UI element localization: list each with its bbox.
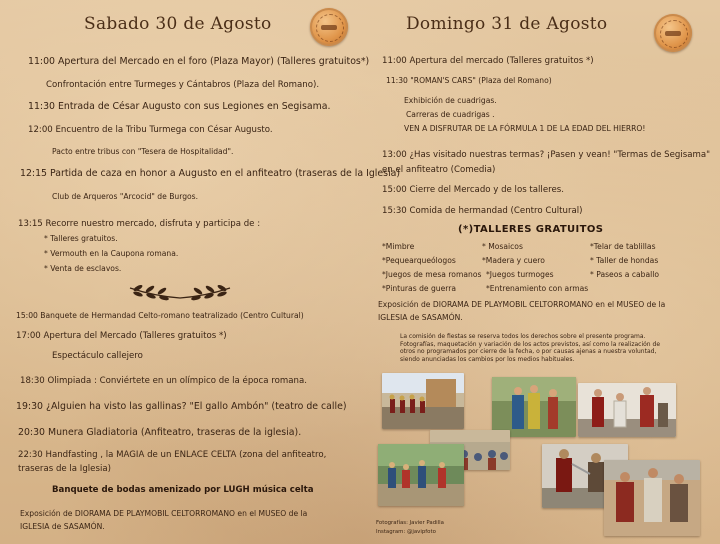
schedule-line: Confrontación entre Turmeges y Cántabros (Plaza del Romano). bbox=[46, 80, 320, 90]
workshop-item: *Pequearqueólogos bbox=[382, 256, 456, 265]
photo-credit: Fotografías: Javier Padilla bbox=[376, 520, 444, 526]
schedule-line: Pacto entre tribus con "Tesera de Hospitalidad". bbox=[52, 147, 234, 156]
photo-celtic-couple bbox=[492, 377, 576, 437]
workshop-item: *Madera y cuero bbox=[482, 256, 545, 265]
schedule-line: 18:30 Olimpiada : Conviértete en un olímpico de la época romana. bbox=[20, 376, 307, 386]
exhibit-line: Exposición de DIORAMA DE PLAYMOBIL CELTORROMANO en el MUSEO de la bbox=[378, 300, 666, 309]
schedule-line: en el anfiteatro (Comedia) bbox=[382, 165, 496, 175]
schedule-line: Exhibición de cuadrigas. bbox=[404, 96, 497, 105]
schedule-line: * Vermouth en la Caupona romana. bbox=[44, 249, 179, 258]
laurel-divider-icon bbox=[124, 280, 236, 302]
saturday-title: Sabado 30 de Agosto bbox=[84, 14, 272, 34]
schedule-line: * Talleres gratuitos. bbox=[44, 234, 118, 243]
schedule-line: Espectáculo callejero bbox=[52, 351, 143, 361]
workshop-item: * Taller de hondas bbox=[590, 256, 659, 265]
workshop-item: *Telar de tablillas bbox=[590, 242, 656, 251]
workshop-item: * Paseos a caballo bbox=[590, 270, 659, 279]
workshop-item: *Mimbre bbox=[382, 242, 415, 251]
schedule-line: 20:30 Munera Gladiatoria (Anfiteatro, traseras de la iglesia). bbox=[18, 427, 302, 438]
schedule-line: 11:30 Entrada de César Augusto con sus Legiones en Segisama. bbox=[28, 101, 331, 112]
exhibit-line: Exposición de DIORAMA DE PLAYMOBIL CELTORROMANO en el MUSEO de la bbox=[20, 509, 308, 518]
schedule-line: 11:00 Apertura del Mercado en el foro (Plaza Mayor) (Talleres gratuitos*) bbox=[28, 56, 370, 67]
schedule-line: VEN A DISFRUTAR DE LA FÓRMULA 1 DE LA EDAD DEL HIERRO! bbox=[404, 124, 646, 133]
photo-legion-march bbox=[382, 373, 464, 429]
schedule-line: 17:00 Apertura del Mercado (Talleres gratuitos *) bbox=[16, 331, 227, 341]
photo-roman-soldiers bbox=[578, 383, 676, 437]
photo-gladiator-show bbox=[378, 444, 464, 506]
schedule-line: 13:15 Recorre nuestro mercado, disfruta y participa de : bbox=[18, 219, 261, 229]
exhibit-line: IGLESIA de SASAMÓN. bbox=[20, 522, 105, 531]
roman-coin-icon bbox=[310, 8, 348, 46]
exhibit-line: IGLESIA de SASAMÓN. bbox=[378, 313, 463, 322]
photo-credit: Instagram: @javipfoto bbox=[376, 529, 436, 535]
sunday-title: Domingo 31 de Agosto bbox=[406, 14, 608, 34]
schedule-line: 19:30 ¿Alguien ha visto las gallinas? "El gallo Ambón" (teatro de calle) bbox=[16, 401, 347, 412]
photo-gladiators-arena bbox=[604, 460, 700, 536]
schedule-line: 15:30 Comida de hermandad (Centro Cultural) bbox=[382, 206, 583, 216]
schedule-line: traseras de la Iglesia) bbox=[18, 464, 111, 474]
disclaimer-text: La comisión de fiestas se reserva todos los derechos sobre el presente programa. Fotografías, maquetación y variación de los actos previstos, así como la realización de otros no programados por cierre de la fecha, o por causas ajenas a nuestra voluntad, siendo anunciadas los cambios por los medios habituales. bbox=[400, 333, 661, 363]
schedule-line: 15:00 Cierre del Mercado y de los talleres. bbox=[382, 185, 564, 195]
schedule-line: 15:00 Banquete de Hermandad Celto-romano teatralizado (Centro Cultural) bbox=[16, 311, 304, 320]
schedule-line: 12:00 Encuentro de la Tribu Turmega con César Augusto. bbox=[28, 125, 273, 135]
schedule-line-highlight: Banquete de bodas amenizado por LUGH música celta bbox=[52, 485, 314, 495]
workshops-title: (*)TALLERES GRATUITOS bbox=[458, 224, 604, 235]
schedule-line: * Venta de esclavos. bbox=[44, 264, 122, 273]
workshop-item: *Pinturas de guerra bbox=[382, 284, 457, 293]
schedule-line: 13:00 ¿Has visitado nuestras termas? ¡Pasen y vean! "Termas de Segisama" bbox=[382, 150, 711, 160]
schedule-line: 12:15 Partida de caza en honor a Augusto en el anfiteatro (traseras de la Iglesia) bbox=[20, 168, 401, 179]
workshop-item: *Juegos turmoges bbox=[486, 270, 554, 279]
schedule-line: 11:00 Apertura del mercado (Talleres gratuitos *) bbox=[382, 56, 594, 66]
sunday-column bbox=[368, 0, 720, 544]
workshop-item: *Juegos de mesa romanos bbox=[382, 270, 482, 279]
roman-coin-icon bbox=[654, 14, 692, 52]
workshop-item: *Entrenamiento con armas bbox=[486, 284, 589, 293]
schedule-line: Club de Arqueros "Arcocid" de Burgos. bbox=[52, 192, 199, 201]
workshop-item: * Mosaicos bbox=[482, 242, 523, 251]
schedule-line: 22:30 Handfasting , la MAGIA de un ENLACE CELTA (zona del anfiteatro, bbox=[18, 450, 327, 460]
schedule-line: 11:30 "ROMAN'S CARS" (Plaza del Romano) bbox=[386, 76, 552, 85]
schedule-line: Carreras de cuadrigas . bbox=[406, 110, 495, 119]
